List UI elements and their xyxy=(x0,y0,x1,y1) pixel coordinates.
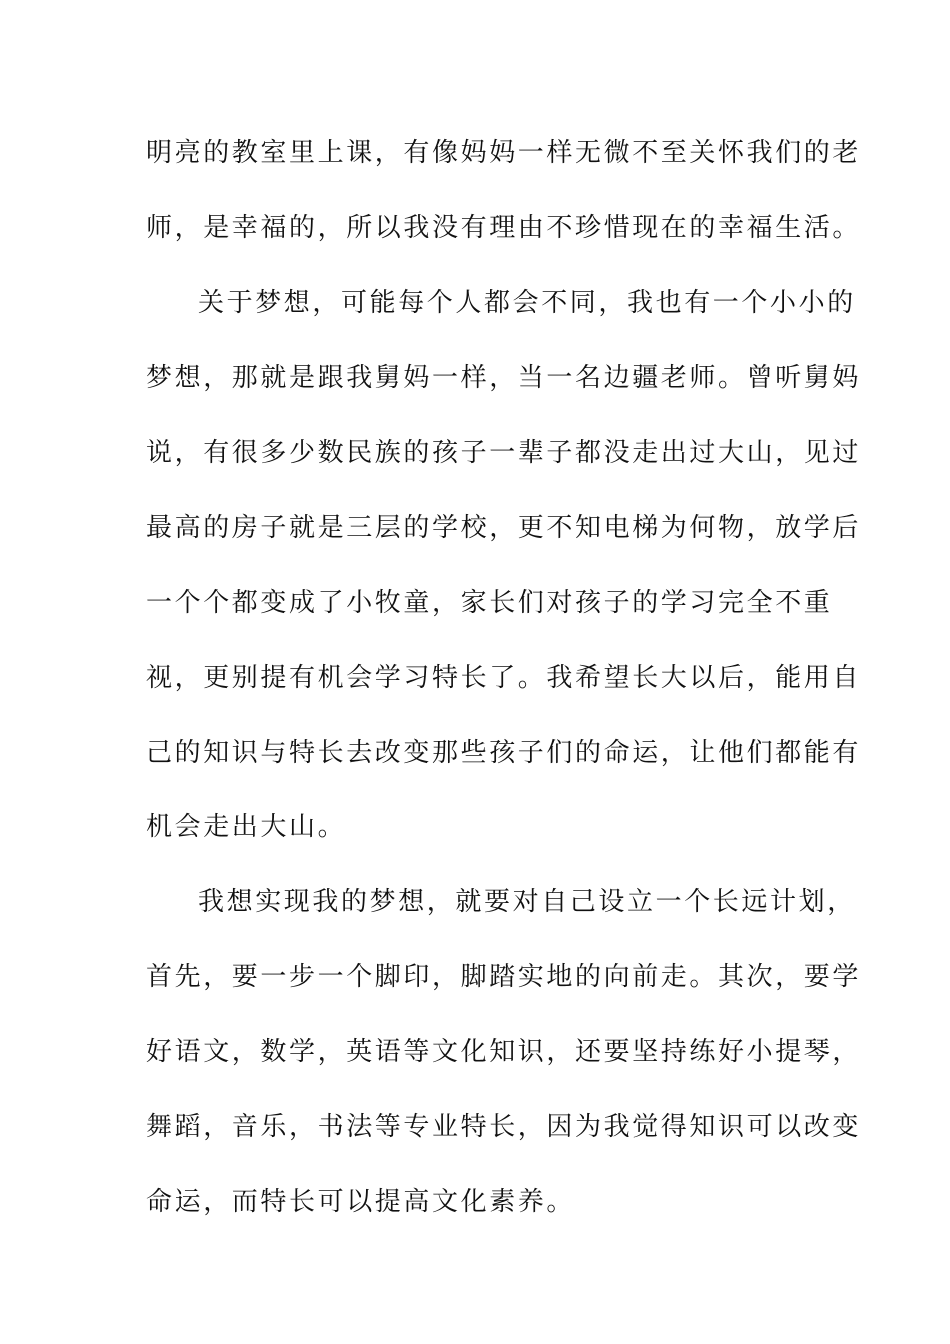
text-line: 梦想，那就是跟我舅妈一样，当一名边疆老师。曾听舅妈 xyxy=(146,363,862,393)
text-line: 视，更别提有机会学习特长了。我希望长大以后，能用自 xyxy=(146,663,862,693)
text-line: 说，有很多少数民族的孩子一辈子都没走出过大山，见过 xyxy=(146,438,862,468)
text-line: 最高的房子就是三层的学校，更不知电梯为何物，放学后 xyxy=(146,513,862,543)
text-line: 机会走出大山。 xyxy=(146,812,347,842)
text-line: 己的知识与特长去改变那些孩子们的命运，让他们都能有 xyxy=(146,738,862,768)
paragraph-start-line: 我想实现我的梦想，就要对自己设立一个长远计划， xyxy=(198,887,856,917)
text-line: 舞蹈，音乐，书法等专业特长，因为我觉得知识可以改变 xyxy=(146,1112,862,1142)
text-line: 首先，要一步一个脚印，脚踏实地的向前走。其次，要学 xyxy=(146,962,862,992)
text-line: 师，是幸福的，所以我没有理由不珍惜现在的幸福生活。 xyxy=(146,213,862,243)
paragraph-start-line: 关于梦想，可能每个人都会不同，我也有一个小小的 xyxy=(198,288,856,318)
text-line: 明亮的教室里上课，有像妈妈一样无微不至关怀我们的老 xyxy=(146,138,862,168)
text-line: 好语文，数学，英语等文化知识，还要坚持练好小提琴， xyxy=(146,1037,862,1067)
text-line: 一个个都变成了小牧童，家长们对孩子的学习完全不重 xyxy=(146,588,833,618)
text-line: 命运，而特长可以提高文化素养。 xyxy=(146,1187,576,1217)
